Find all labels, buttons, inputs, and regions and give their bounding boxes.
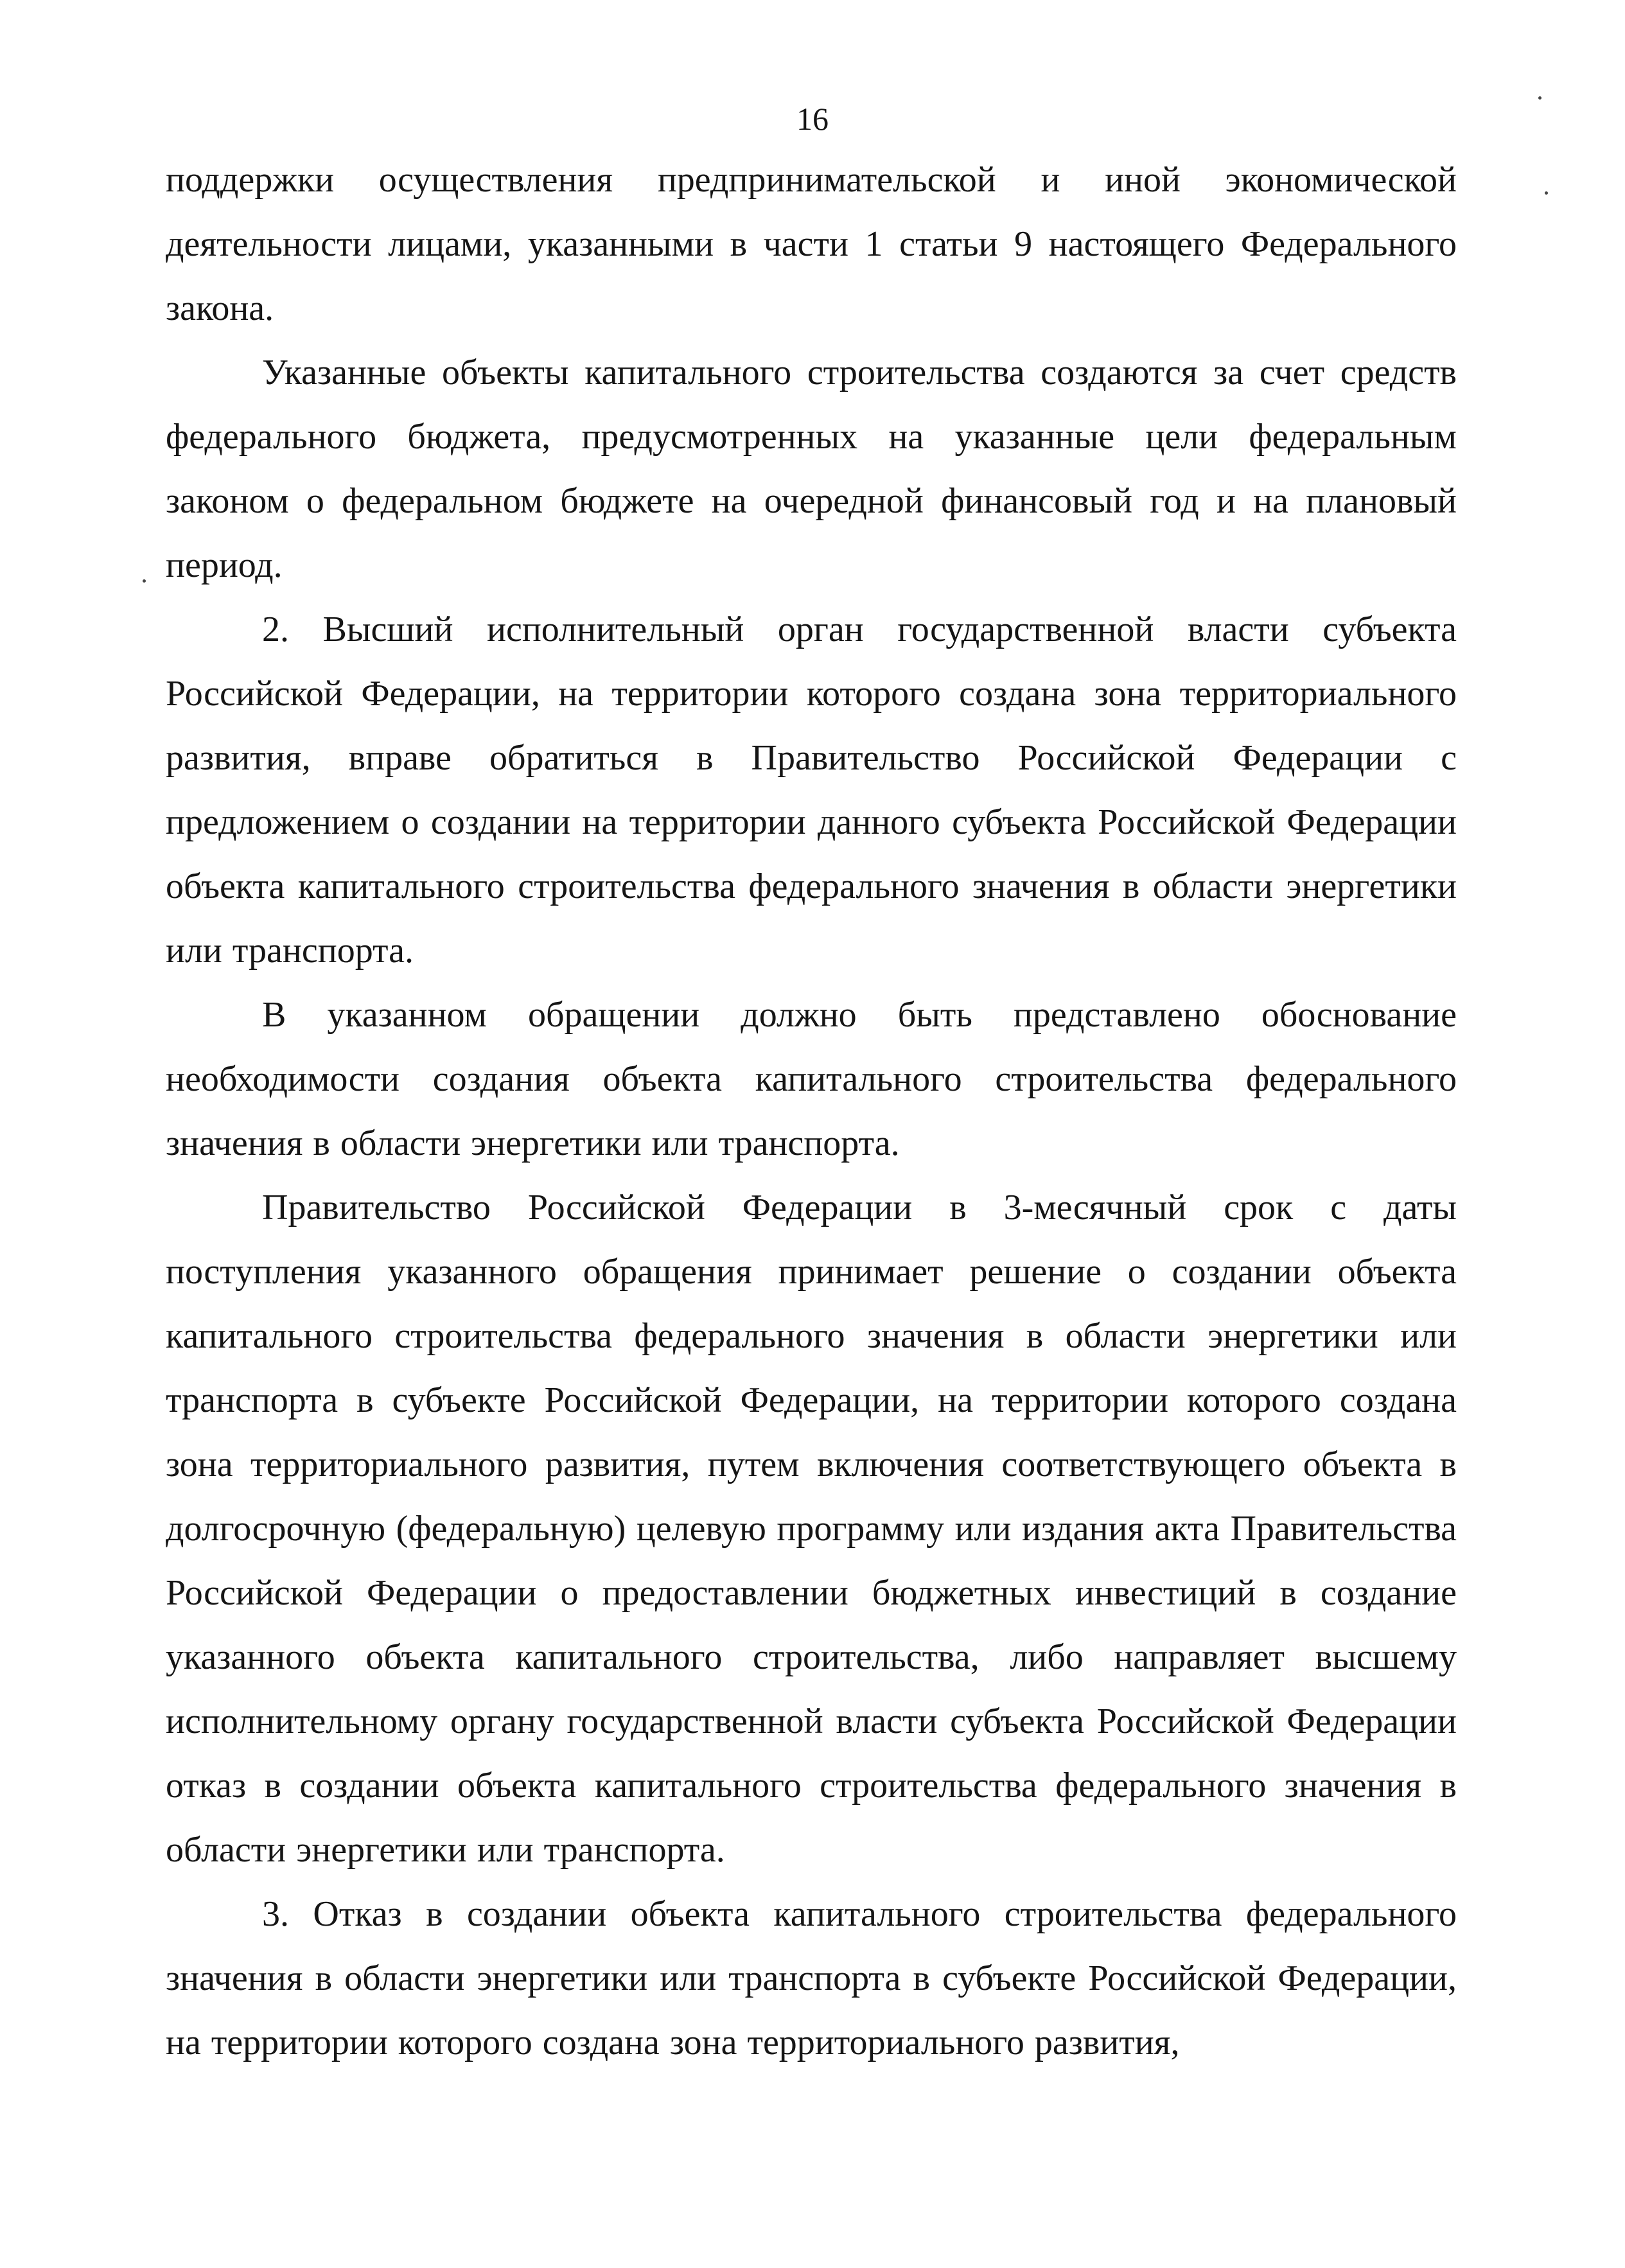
scan-speck (1545, 191, 1548, 195)
scan-speck (143, 579, 146, 583)
paragraph-2: Указанные объекты капитального строительства создаются за счет средств федерального бюджета, предусмотренных на указанные цели федеральным законом о федеральном бюджете на очередной финансовый год и на плановый период. (166, 353, 1457, 585)
paragraph-4: В указанном обращении должно быть представлено обоснование необходимости создания объекта капитального строительства федерального значения в области энергетики или транспорта. (166, 995, 1457, 1163)
paragraph-3: 2. Высший исполнительный орган государственной власти субъекта Российской Федерации, на территории которого создана зона территориального развития, вправе обратиться в Правительство Российской Федерации с предложением о создании на территории данного субъекта Российской Федерации объекта капитального строительства федерального значения в области энергетики или транспорта. (166, 610, 1457, 971)
document-body (166, 148, 1457, 2075)
paragraph-5: Правительство Российской Федерации в 3-месячный срок с даты поступления указанного обращения принимает решение о создании объекта капитального строительства федерального значения в области энергетики или транспорта в субъекте Российской Федерации, на территории которого создана зона территориального развития, путем включения соответствующего объекта в долгосрочную (федеральную) целевую программу или издания акта Правительства Российской Федерации о предоставлении бюджетных инвестиций в создание указанного объекта капитального строительства, либо направляет высшему исполнительному органу государственной власти субъекта Российской Федерации отказ в создании объекта капитального строительства федерального значения в области энергетики или транспорта. (166, 1188, 1457, 1870)
page-number: 16 (796, 101, 829, 137)
paragraph-6: 3. Отказ в создании объекта капитального строительства федерального значения в области энергетики или транспорта в субъекте Российской Федерации, на территории которого создана зона территориального развития, (166, 1894, 1457, 2062)
scan-speck (1538, 96, 1542, 100)
paragraph-1: поддержки осуществления предпринимательской и иной экономической деятельности лицами, указанными в части 1 статьи 9 настоящего Федерального закона. (166, 160, 1457, 328)
